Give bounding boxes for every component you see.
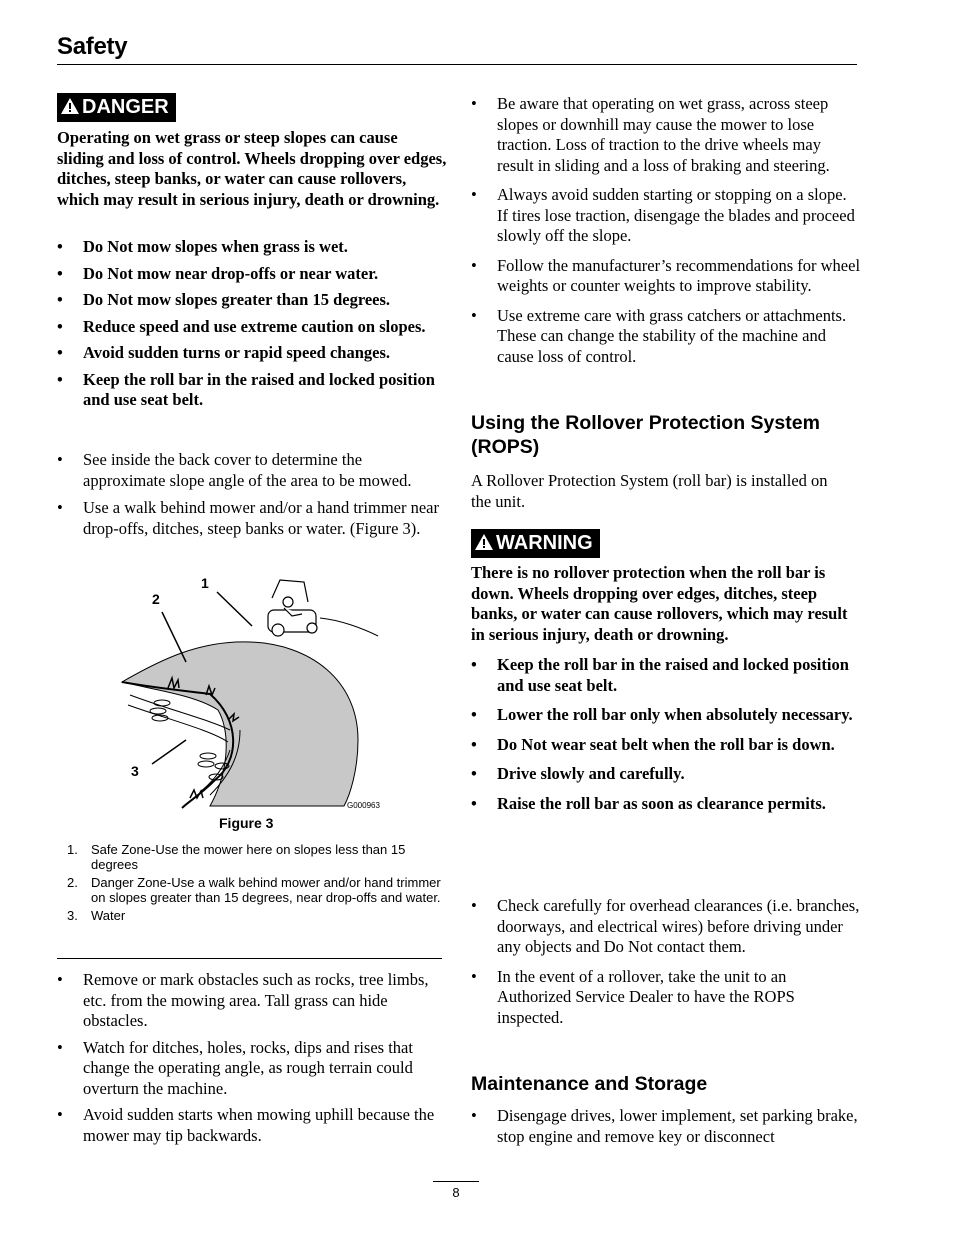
- rops-heading: Using the Rollover Protection System (ROPS): [471, 412, 820, 458]
- legend-item: [57, 875, 442, 905]
- warning-bullet-list: [471, 655, 861, 814]
- callout-2: 2: [152, 591, 160, 607]
- list-item: • Check carefully for overhead clearances (i.e. branches, doorways, and electrical wires) before driving under any objects and Do Not contact them.: [471, 896, 861, 958]
- list-item: • Drive slowly and carefully.: [471, 764, 861, 785]
- warning-text: There is no rollover protection when the roll bar is down. Wheels dropping over edges, ditches, steep banks, or water can cause rollovers, which may result in serious injury, death or drowning.: [471, 563, 848, 644]
- legend-item: [57, 908, 442, 923]
- right-bullet-list-2: [471, 896, 861, 1028]
- list-item: • Avoid sudden starts when mowing uphill because the mower may tip backwards.: [57, 1105, 447, 1146]
- list-item: • Disengage drives, lower implement, set parking brake, stop engine and remove key or disconnect: [471, 1106, 861, 1147]
- list-item: • Raise the roll bar as soon as clearance permits.: [471, 794, 861, 815]
- grass-edge: [122, 682, 233, 808]
- list-item: • Use extreme care with grass catchers or attachments. These can change the stability of the machine and cause loss of control.: [471, 306, 861, 368]
- slope-arc: [320, 618, 378, 636]
- page-title: Safety: [57, 33, 128, 60]
- page-number-divider: [433, 1181, 479, 1182]
- legend-number: 3.: [67, 908, 78, 923]
- figure-caption: Figure 3: [219, 815, 274, 831]
- list-item: • Avoid sudden turns or rapid speed changes.: [57, 343, 447, 364]
- list-item: • Remove or mark obstacles such as rocks, tree limbs, etc. from the mowing area. Tall grass can hide obstacles.: [57, 970, 447, 1032]
- warning-label: WARNING: [496, 532, 593, 554]
- bullet-list-1: [57, 450, 447, 539]
- list-item: • Watch for ditches, holes, rocks, dips and rises that change the operating angle, as rough terrain could overturn the machine.: [57, 1038, 447, 1100]
- warning-triangle-icon: [61, 98, 79, 114]
- list-item: • Always avoid sudden starting or stopping on a slope. If tires lose traction, disengage the blades and proceed slowly off the slope.: [471, 185, 861, 247]
- list-item: • Keep the roll bar in the raised and locked position and use seat belt.: [471, 655, 861, 696]
- list-item: • In the event of a rollover, take the unit to an Authorized Service Dealer to have the ROPS inspected.: [471, 967, 861, 1029]
- list-item: • Be aware that operating on wet grass, across steep slopes or downhill may cause the mower to lose traction. Loss of traction to the drive wheels may result in sliding and a loss of braking and steering.: [471, 94, 861, 176]
- safe-zone-area: [122, 642, 358, 806]
- maintenance-heading: Maintenance and Storage: [471, 1073, 708, 1095]
- callout-1: 1: [201, 575, 209, 591]
- list-item: • Do Not mow slopes greater than 15 degrees.: [57, 290, 447, 311]
- callout-leader-2: [162, 612, 186, 662]
- figure-divider: [57, 958, 442, 959]
- title-divider: [57, 64, 857, 65]
- rops-intro: A Rollover Protection System (roll bar) is installed on the unit.: [471, 471, 828, 511]
- legend-number: 1.: [67, 842, 78, 857]
- right-bullet-list-3: [471, 1106, 861, 1147]
- mower-icon: [268, 580, 317, 636]
- list-item: • Do Not wear seat belt when the roll bar is down.: [471, 735, 861, 756]
- page-number: 8: [452, 1185, 460, 1200]
- danger-badge: [57, 93, 176, 122]
- list-item: • Lower the roll bar only when absolutely necessary.: [471, 705, 861, 726]
- legend-item: [57, 842, 442, 872]
- list-item: • Keep the roll bar in the raised and locked position and use seat belt.: [57, 370, 447, 411]
- legend-number: 2.: [67, 875, 78, 890]
- list-item: • See inside the back cover to determine the approximate slope angle of the area to be mowed.: [57, 450, 447, 491]
- right-bullet-list-1: [471, 94, 861, 367]
- list-item: • Reduce speed and use extreme caution on slopes.: [57, 317, 447, 338]
- bullet-list-2: [57, 970, 447, 1146]
- figure-legend: [57, 842, 442, 926]
- list-item: • Follow the manufacturer’s recommendations for wheel weights or counter weights to improve stability.: [471, 256, 861, 297]
- warning-triangle-icon: [475, 534, 493, 550]
- callout-3: 3: [131, 763, 139, 779]
- list-item: • Use a walk behind mower and/or a hand trimmer near drop-offs, ditches, steep banks or water. (Figure 3).: [57, 498, 447, 539]
- warning-badge: [471, 529, 600, 558]
- list-item: • Do Not mow near drop-offs or near water.: [57, 264, 447, 285]
- danger-bullet-list: [57, 237, 447, 411]
- legend-text: Danger Zone-Use a walk behind mower and/or hand trimmer on slopes greater than 15 degrees, near drop-offs and water.: [91, 875, 441, 905]
- danger-text: Operating on wet grass or steep slopes can cause sliding and loss of control. Wheels dropping over edges, ditches, steep banks, or water can cause rollovers, which may result in serious injury, death or drowning.: [57, 128, 447, 209]
- callout-leader-1: [217, 592, 252, 626]
- slope-figure-illustration: [100, 570, 400, 820]
- legend-text: Safe Zone-Use the mower here on slopes less than 15 degrees: [91, 842, 406, 872]
- legend-text: Water: [91, 908, 126, 923]
- danger-label: DANGER: [82, 96, 169, 118]
- callout-leader-3: [152, 740, 186, 764]
- figure-code: G000963: [347, 801, 380, 810]
- list-item: • Do Not mow slopes when grass is wet.: [57, 237, 447, 258]
